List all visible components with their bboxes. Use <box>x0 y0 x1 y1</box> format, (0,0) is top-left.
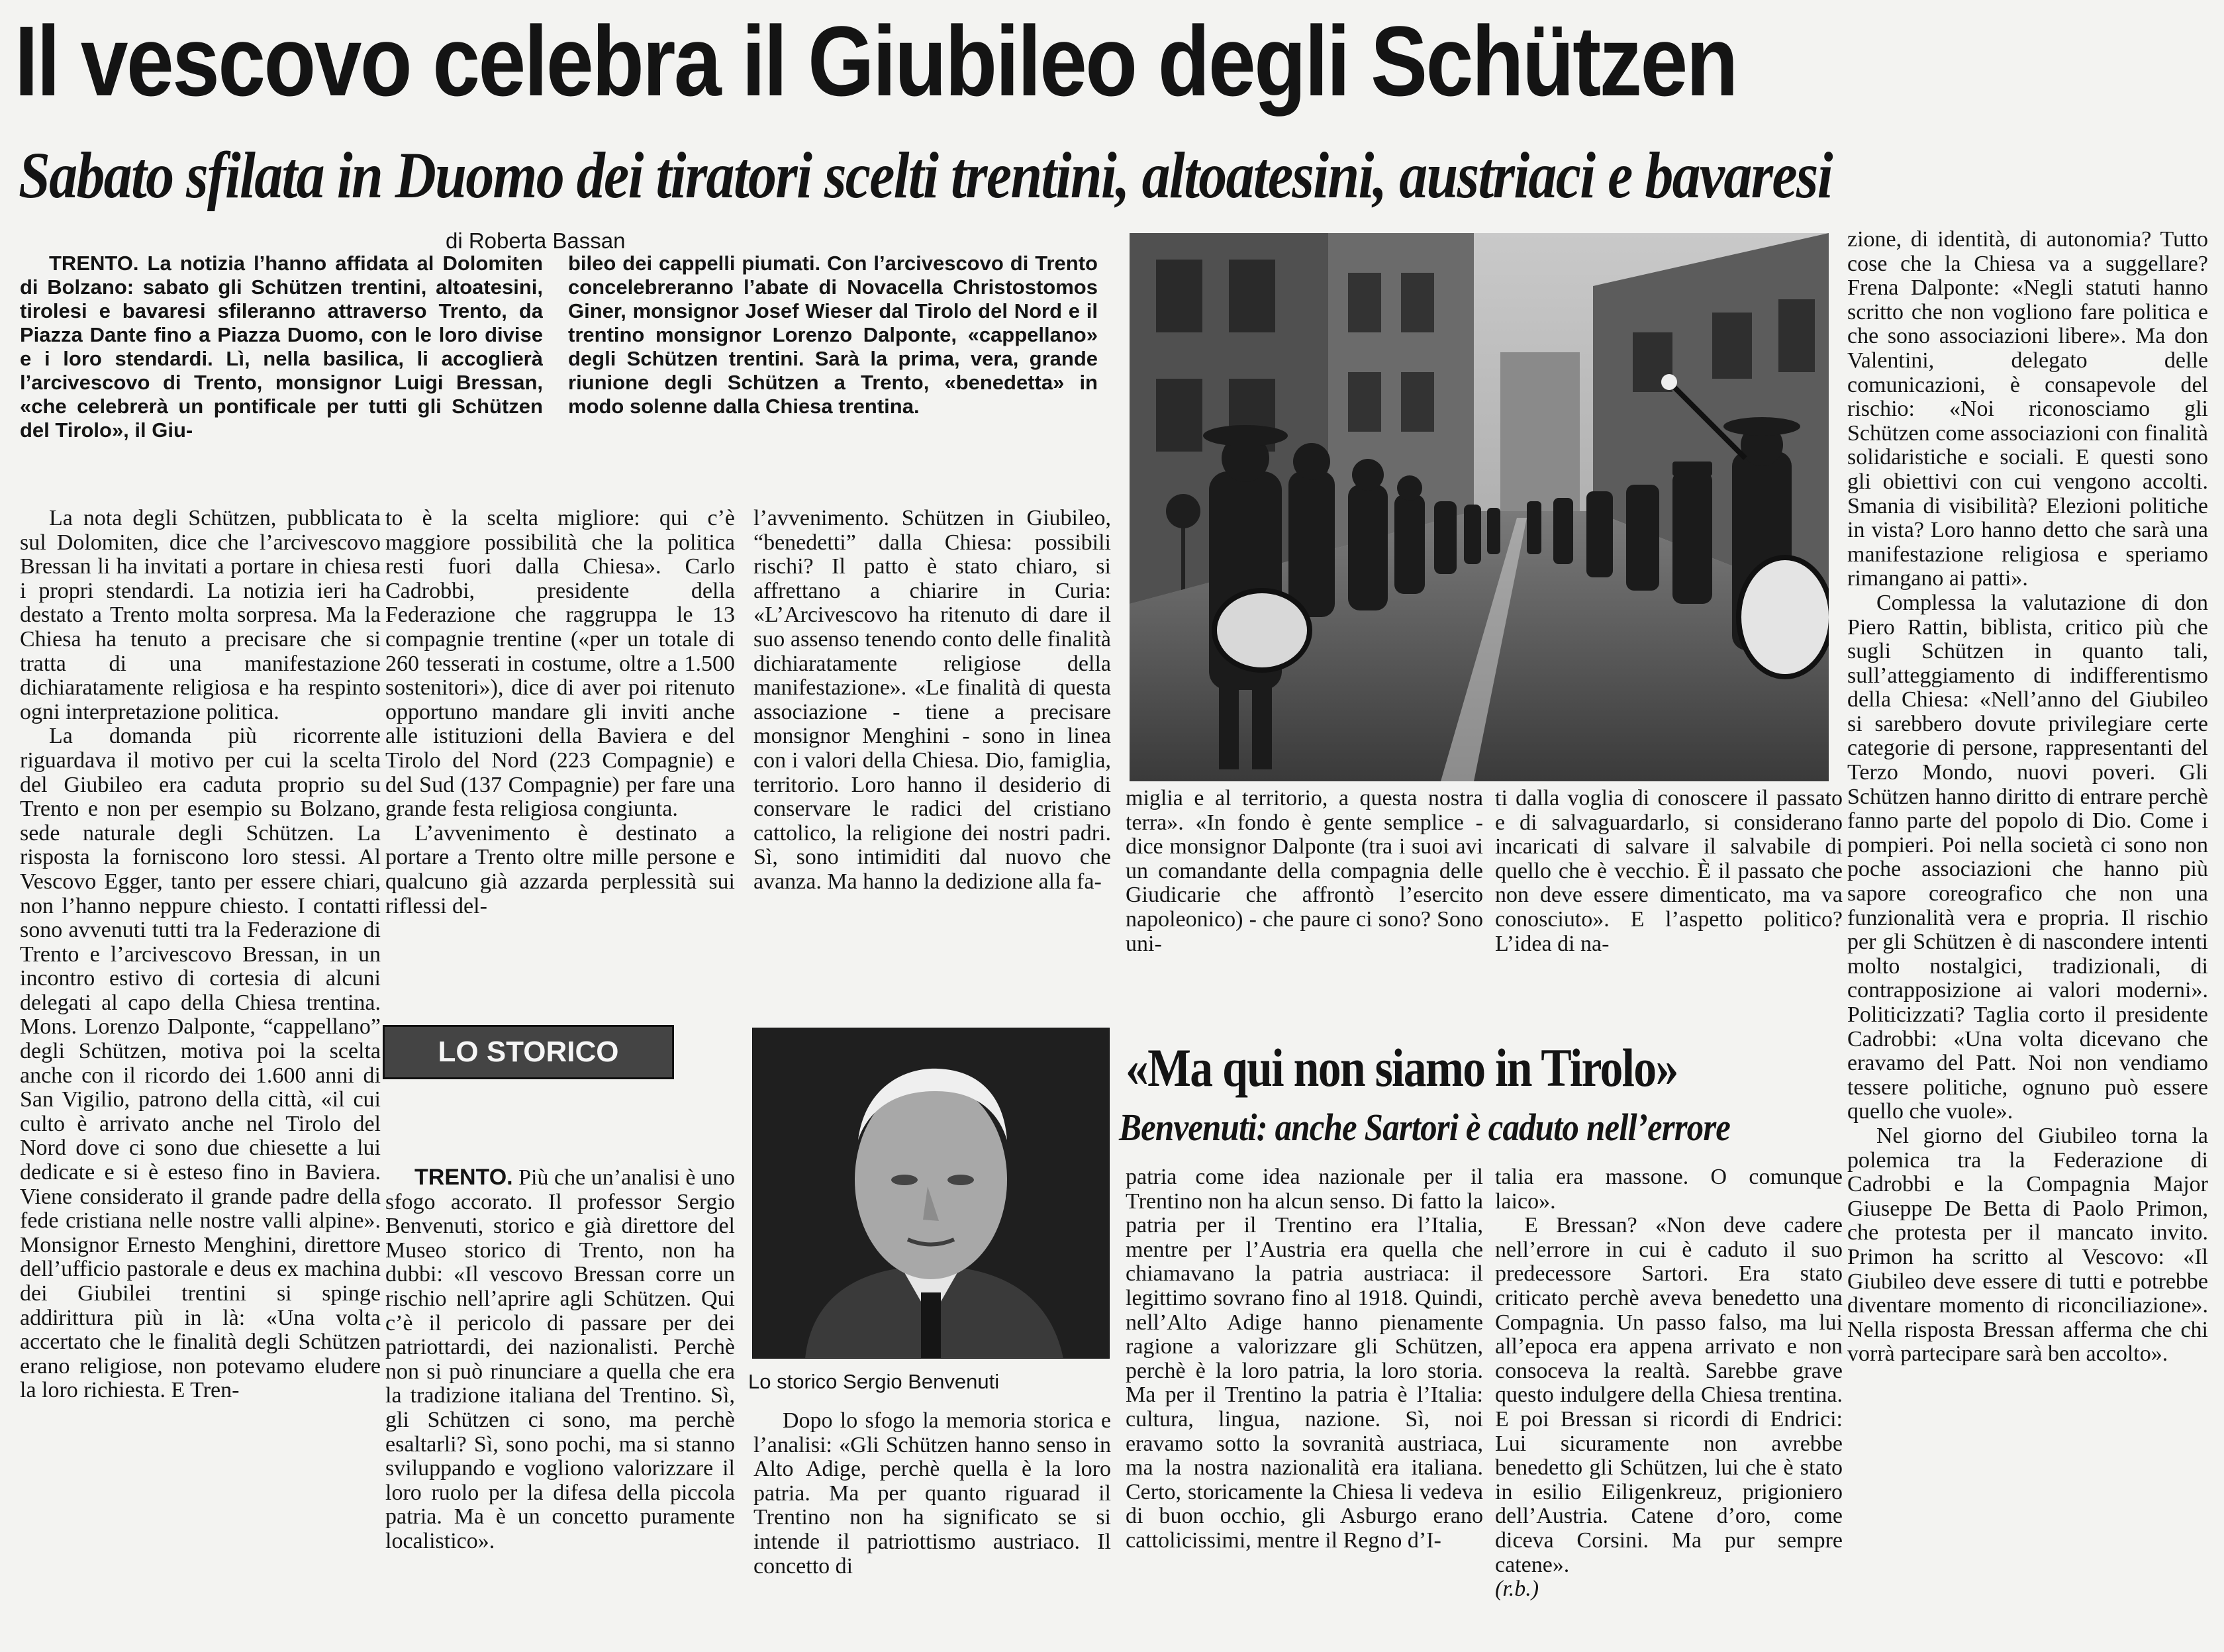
lead-column-1 <box>20 252 543 500</box>
article-column-4 <box>1126 787 1483 1025</box>
sidebar-column-2 <box>753 1409 1111 1647</box>
article-col6-p2: Complessa la valutazione di don Piero Rattin, biblista, critico più che sugli Schützen in quanto tali, sull’atteggiamento di indifferentismo della Chiesa: «Nell’anno del Giubileo si sarebbero dovute privilegiare certe categorie di persone, rappresentanti del Terzo Mondo, nuovi poveri. Gli Schützen hanno diritto di entrare perchè fanno parte del popolo di Dio. Come i pompieri. Poi nella società ci sono non poche associazioni che hanno più sapore coreografico che non una funzionalità vera e propria. Il rischio per gli Schützen è di nascondere intenti molto nostalgici, tradizionali, di contrapposizione ai valori moderni». Politicizzati? Taglia corto il presidente Cadrobbi: «Una volta dicevano che eravamo del Patt. Noi non vendiamo tessere politiche, ognuno può essere quello che vuole». <box>1847 590 2208 1124</box>
article-col3-p1: l’avvenimento. Schützen in Giubileo, “benedetti” dalla Chiesa: possibili rischi? Il patto è stato chiaro, si affrettano a chiarire in Curia: «L’Arcivescovo ha ritenuto di dare il suo assenso tenendo conto delle finalità dichiaratamente religiose della manifestazione». «Le finalità di questa associazione - tiene a precisare monsignor Menghini - sono in linea con i valori della Chiesa. Dio, famiglia, territorio. Loro hanno il desiderio di conservare le radici del cristiano cattolico, la religione dei nostri padri. Sì, sono intimiditi dal nuovo che avanza. Ma hanno la dedizione alla fa- <box>753 507 1111 894</box>
sidebar-column-1 <box>385 1165 735 1645</box>
article-col6-p3: Nel giorno del Giubileo torna la polemica tra la Federazione di Cadrobbi e la Compagnia Major Giuseppe De Betta di Paolo Primon, che protesta per il mancato invito. Primon ha scritto al Vescovo: «Il Giubileo deve essere di tutti e potrebbe diventare momento di riconciliazione». Nella risposta Bressan afferma che chi vorrà partecipare sarà ben accolto». <box>1847 1123 2208 1367</box>
portrait-caption: Lo storico Sergio Benvenuti <box>748 1370 1000 1393</box>
sidebar-column-3 <box>1126 1165 1483 1645</box>
sidebar-col4-p2: E Bressan? «Non deve cadere nell’errore in cui è caduto il suo predecessore Sartori. Era stato criticato perchè aveva benedetto una Compagnia. Un passo falso, ma lui all’epoca era appena arrivato e non consoceva la realtà. Sarebbe grave questo indulgere della Chiesa trentina. E poi Bressan si ricordi di Endrici: Lui sicuramente non avrebbe benedetto gli Schützen, lui che è stato in esilio Eiligenkreuz, prigioniero dell’Austria. Catene d’oro, come diceva Corsini. Ma pur sempre catene». <box>1495 1213 1843 1577</box>
portrait-photo <box>752 1028 1110 1359</box>
article-col1-p2: La domanda più ricorrente riguardava il motivo per cui la scelta del Giubileo era caduta proprio su Trento e non per esempio su Bolzano, sede naturale degli Schützen. La risposta la forniscono loro stessi. Al Vescovo Egger, tanto per essere chiari, non l’hanno neppure chiesto. I contatti sono avvenuti tutti tra la Federazione di Trento e l’arcivescovo Bressan, in un incontro estivo di cortesia di alcuni delegati al capo della Chiesa trentina. Mons. Lorenzo Dalponte, “cappellano” degli Schützen, motiva poi la scelta anche con il ricordo dei 1.600 anni di San Vigilio, patrono della città, «il cui culto è arrivato anche nel Tirolo del Nord dove ci sono due chiesette a lui dedicate e si è esteso fino in Baviera. Viene considerato il grande padre della fede cristiana nelle nostre valli alpine». Monsignor Ernesto Menghini, direttore dell’ufficio pastorale e deus ex machina dei Giubilei trentini si spinge addirittura più in là: «Una volta accertato che le finalità degli Schützen erano religiose, non potevamo eludere la loro richiesta. E Tren- <box>20 724 381 1403</box>
sidebar-headline: «Ma qui non siamo in Tirolo» <box>1126 1038 1678 1098</box>
article-col5-p1: ti dalla voglia di conoscere il passato e di salvaguardarlo, si considerano incaricati di salvare il salvabile di quello che è vecchio. È il passato che non deve essere dimenticato, ma va conosciuto». E l’aspetto politico? L’idea di na- <box>1495 787 1843 956</box>
portrait-illustration <box>752 1028 1110 1359</box>
sidebar-col3-text: patria come idea nazionale per il Trentino non ha alcun senso. Di fatto la patria per il Trentino era l’Italia, mentre per l’Austria era quella che chiamavano la patria austriaca: il legittimo sovrano fino al 1918. Quindi, nell’Alto Adige hanno pienamente ragione a valorizzare gli Schützen, perchè è la loro patria, la loro storia. Ma per il Trentino la patria è l’Italia: cultura, lingua, nazione. Sì, noi eravamo sotto la sovranità austriaca, ma la nostra nazionalità era italiana. Certo, storicamente la Chiesa li vedeva di buon occhio, gli Asburgo erano cattolicissimi, mentre il Regno d’I- <box>1126 1165 1483 1553</box>
article-column-6 <box>1847 228 2208 1645</box>
subheadline: Sabato sfilata in Duomo dei tiratori scelti trentini, altoatesini, austriaci e bavaresi <box>19 138 1832 212</box>
lead-column-2 <box>568 252 1098 500</box>
article-col6-p1: zione, di identità, di autonomia? Tutto cose che la Chiesa va a suggellare? Frena Dalponte: «Negli statuti hanno scritto che non vogliono fare politica e che sono associazioni libere». Ma don Valentini, delegato delle comunicazioni, è consapevole del rischio: «Noi riconosciamo gli Schützen come associazioni con finalità solidaristiche e sociali. E questi sono gli obiettivi con cui vengono accolti. Smania di visibilità? Elezioni politiche in vista? Loro hanno detto che sarà una manifestazione religiosa e speriamo rimangano ai patti». <box>1847 228 2208 591</box>
sidebar-col4-p1: talia era massone. O comunque laico». <box>1495 1165 1843 1214</box>
sidebar-label: LO STORICO <box>383 1025 674 1079</box>
parade-photo <box>1130 233 1829 781</box>
sidebar-subheadline: Benvenuti: anche Sartori è caduto nell’errore <box>1119 1106 1731 1149</box>
byline: di Roberta Bassan <box>446 228 626 253</box>
parade-illustration <box>1130 233 1829 781</box>
headline: Il vescovo celebra il Giubileo degli Schützen <box>15 5 1737 117</box>
article-col4-p1: miglia e al territorio, a questa nostra terra». «In fondo è gente semplice - dice monsignor Dalponte (tra i suoi avi un comandante della compagnia delle Giudicarie che affrontò l’esercito napoleonico) - che paure ci sono? Sono uni- <box>1126 787 1483 956</box>
article-column-5 <box>1495 787 1843 1025</box>
sidebar-col1-text: Più che un’analisi è uno sfogo accorato. Il professor Sergio Benvenuti, storico e già direttore del Museo storico di Trento, non ha dubbi: «Il vescovo Bressan corre un rischio nell’aprire agli Schützen. Qui c’è il pericolo di passare per dei patriottardi, dei nazionalisti. Perchè non si può rinunciare a quella che era la tradizione italiana del Trentino. Sì, gli Schützen ci sono, ma perchè esaltarli? Sì, sono pochi, ma si stanno sviluppando e vogliono valorizzare il loro ruolo per la difesa della piccola patria. Ma è un concetto puramente localistico». <box>385 1165 735 1553</box>
sidebar-col2-text: Dopo lo sfogo la memoria storica e l’analisi: «Gli Schützen hanno senso in Alto Adige, perchè quella è la loro patria. Ma per quanto riguarad il Trentino non ha significato se si intende il patriottismo austriaco. Il concetto di <box>753 1409 1111 1579</box>
lead-text-1: La notizia l’hanno affidata al Dolomiten di Bolzano: sabato gli Schützen trentini, altoatesini, tirolesi e bavaresi sfileranno attraverso Trento, da Piazza Dante fino a Piazza Duomo, con le loro divise e i loro stendardi. Lì, nella basilica, li accoglierà l’arcivescovo di Trento, monsignor Luigi Bressan, «che celebrerà un pontificale per tutti gli Schützen del Tirolo», il Giu- <box>20 252 543 442</box>
article-col2-p2: L’avvenimento è destinato a portare a Trento oltre mille persone e qualcuno già azzarda perplessità sui riflessi del- <box>385 820 735 918</box>
sidebar-kicker: TRENTO. <box>414 1165 513 1190</box>
lead-text-2: bileo dei cappelli piumati. Con l’arcivescovo di Trento concelebreranno l’abate di Novacella Christostomos Giner, monsignor Josef Wieser dal Tirolo del Nord e il trentino monsignor Lorenzo Dalponte, «cappellano» degli Schützen trentini. Sarà la prima, vera, grande riunione degli Schützen a Trento, «benedetta» in modo solenne dalla Chiesa trentina. <box>568 252 1098 418</box>
sidebar-column-4 <box>1495 1165 1843 1645</box>
article-col1-p1: La nota degli Schützen, pubblicata sul Dolomiten, dice che l’arcivescovo Bressan li ha invitati a portare in chiesa i propri stendardi. La notizia ieri ha destato a Trento molta sorpresa. Ma la Chiesa ha tenuto a precisare che si tratta di una manifestazione dichiaratamente religiosa e ha respinto ogni interpretazione politica. <box>20 507 381 724</box>
article-column-1 <box>20 507 381 1645</box>
lead-kicker: TRENTO. <box>49 252 139 275</box>
sidebar-signature: (r.b.) <box>1495 1577 1539 1602</box>
article-column-2 <box>385 507 735 1010</box>
article-column-3 <box>753 507 1111 983</box>
article-col2-p1: to è la scelta migliore: qui c’è maggiore possibilità che la politica resti fuori dalla Chiesa». Carlo Cadrobbi, presidente della Federazione che raggruppa le 13 compagnie trentine («per un totale di 260 tesserati in costume, oltre a 1.500 sostenitori»), dice di aver poi ritenuto opportuno mandare gli inviti anche alle istituzioni della Baviera e del Tirolo del Nord (223 Compagnie) e del Sud (137 Compagnie) per fare una grande festa religiosa congiunta. <box>385 507 735 822</box>
